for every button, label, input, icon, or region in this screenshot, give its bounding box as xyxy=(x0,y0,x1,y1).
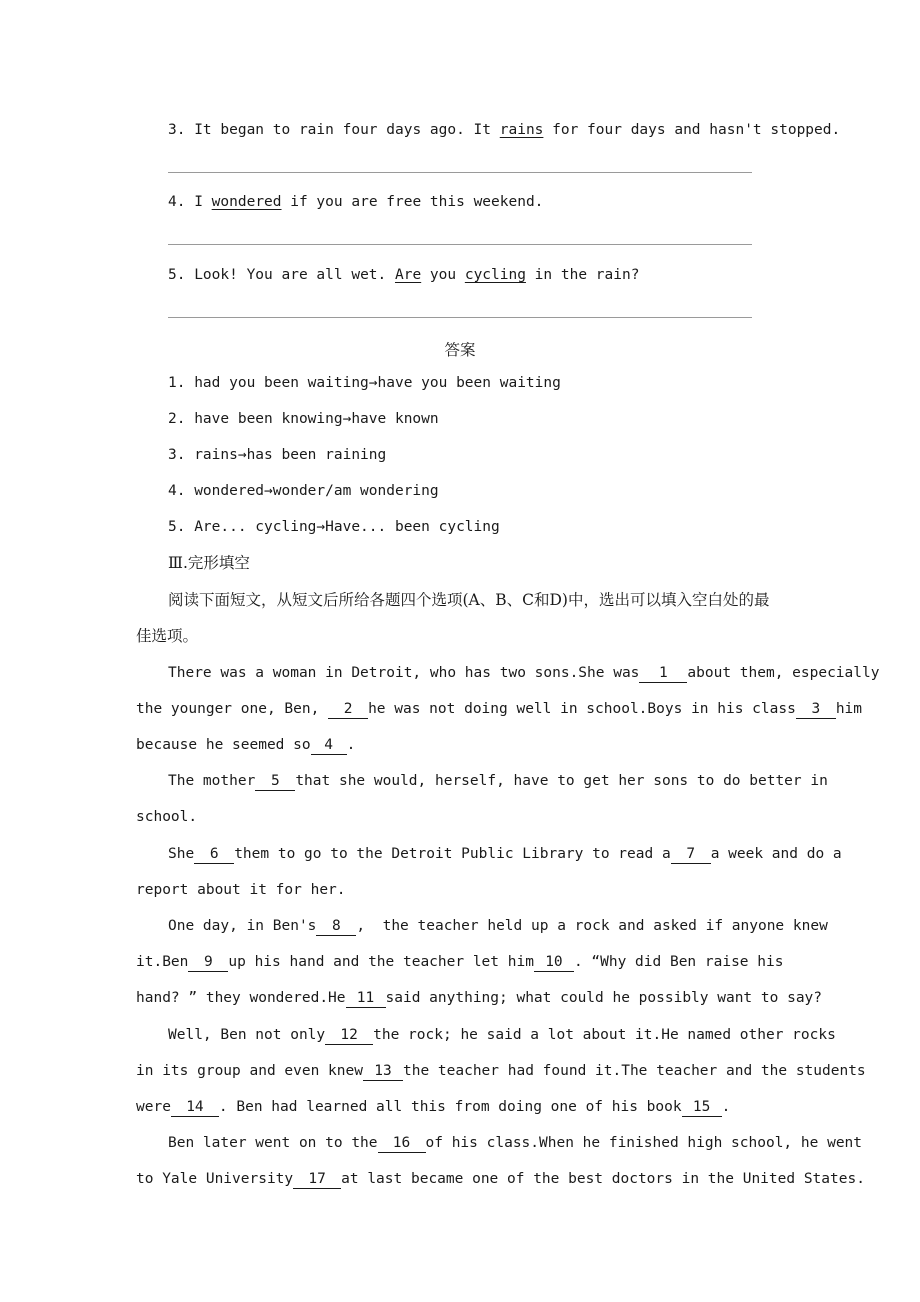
passage-line: Ben later went on to the 16 of his class.When he finished high school, he went xyxy=(168,1135,863,1151)
passage-line: school. xyxy=(136,809,198,825)
passage-line: Well, Ben not only 12 the rock; he said a lot about it.He named other rocks xyxy=(168,1027,836,1043)
answer-2: 2. have been knowing→have known xyxy=(168,411,439,427)
blank-11: 11 xyxy=(346,990,386,1008)
passage-line: it.Ben 9 up his hand and the teacher let him 10 . “Why did Ben raise his xyxy=(136,954,784,970)
blank-4: 4 xyxy=(311,737,347,755)
passage-line: One day, in Ben's 8 , the teacher held up a rock and asked if anyone knew xyxy=(168,918,828,934)
blank-2: 2 xyxy=(328,701,368,719)
blank-17: 17 xyxy=(293,1171,341,1189)
underlined-word: Are xyxy=(394,267,422,283)
answer-line xyxy=(168,172,752,173)
blank-12: 12 xyxy=(325,1027,373,1045)
blank-5: 5 xyxy=(255,773,295,791)
passage-line: to Yale University 17 at last became one of the best doctors in the United States. xyxy=(136,1171,865,1187)
blank-8: 8 xyxy=(316,918,356,936)
answers-title: 答案 xyxy=(444,341,476,359)
underlined-word: cycling xyxy=(464,267,526,283)
passage-line: because he seemed so 4 . xyxy=(136,737,356,753)
passage-line: were 14 . Ben had learned all this from doing one of his book 15 . xyxy=(136,1099,731,1115)
blank-10: 10 xyxy=(534,954,574,972)
blank-16: 16 xyxy=(378,1135,426,1153)
answer-line xyxy=(168,317,752,318)
passage-line: report about it for her. xyxy=(136,882,346,898)
instruction-line-2: 佳选项。 xyxy=(136,627,199,645)
passage-line: in its group and even knew 13 the teacher had found it.The teacher and the students xyxy=(136,1063,866,1079)
passage-line: She 6 them to go to the Detroit Public Library to read a 7 a week and do a xyxy=(168,846,842,862)
exercise-5: 5. Look! You are all wet. Are you cycling in the rain? xyxy=(168,267,640,283)
answer-5: 5. Are... cycling→Have... been cycling xyxy=(168,519,500,535)
passage-line: hand? ” they wondered.He 11 said anything; what could he possibly want to say? xyxy=(136,990,823,1006)
blank-9: 9 xyxy=(188,954,228,972)
instruction-line-1: 阅读下面短文，从短文后所给各题四个选项(A、B、C和D)中，选出可以填入空白处的最 xyxy=(168,591,770,609)
underlined-word: wondered xyxy=(211,194,282,210)
passage-line: The mother 5 that she would, herself, have to get her sons to do better in xyxy=(168,773,828,789)
blank-15: 15 xyxy=(682,1099,722,1117)
blank-14: 14 xyxy=(171,1099,219,1117)
blank-13: 13 xyxy=(363,1063,403,1081)
passage-line: There was a woman in Detroit, who has two sons.She was 1 about them, especially xyxy=(168,665,880,681)
blank-3: 3 xyxy=(796,701,836,719)
answer-3: 3. rains→has been raining xyxy=(168,447,387,463)
blank-6: 6 xyxy=(194,846,234,864)
section-title: Ⅲ.完形填空 xyxy=(168,554,250,572)
answer-line xyxy=(168,244,752,245)
blank-1: 1 xyxy=(639,665,687,683)
answer-4: 4. wondered→wonder/am wondering xyxy=(168,483,439,499)
blank-7: 7 xyxy=(671,846,711,864)
exercise-4: 4. I wondered if you are free this weekend. xyxy=(168,194,544,210)
passage-line: the younger one, Ben, 2 he was not doing well in school.Boys in his class 3 him xyxy=(136,701,863,717)
underlined-word: rains xyxy=(499,122,544,138)
exercise-3: 3. It began to rain four days ago. It rains for four days and hasn't stopped. xyxy=(168,122,841,138)
answer-1: 1. had you been waiting→have you been waiting xyxy=(168,375,561,391)
